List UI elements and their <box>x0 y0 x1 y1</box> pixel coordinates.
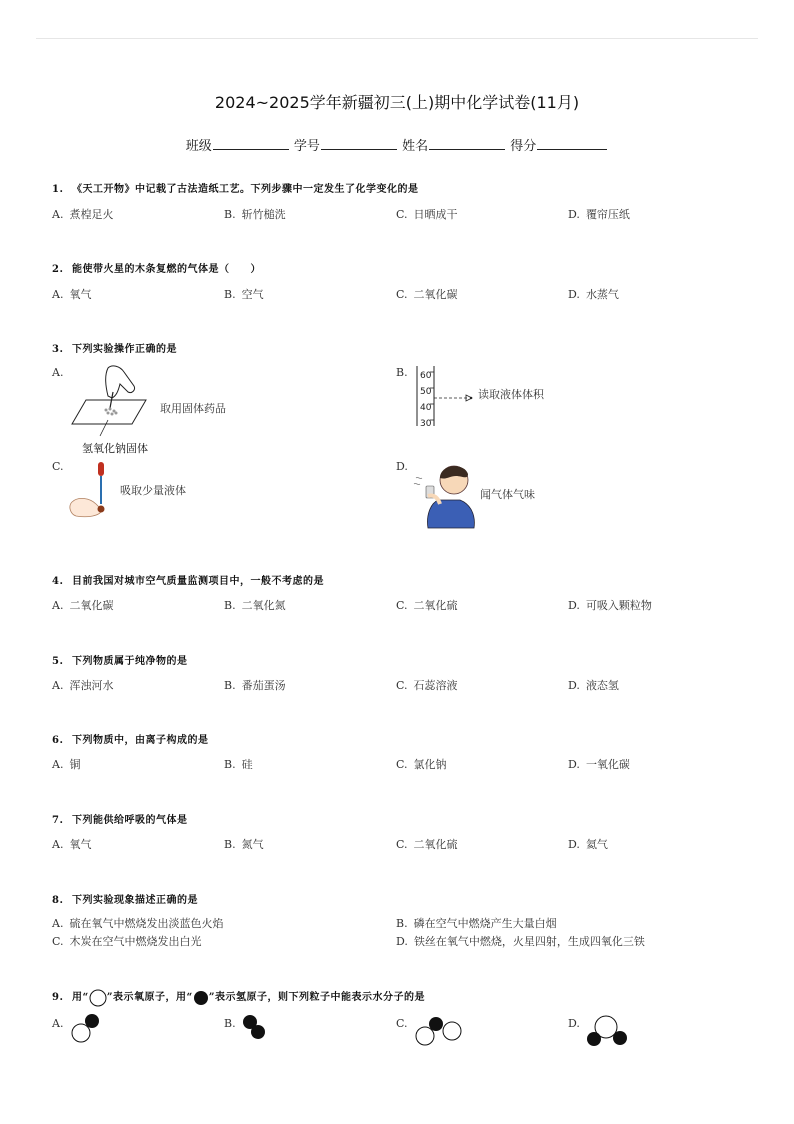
top-divider <box>36 38 758 39</box>
question-7: 7. 下列能供给呼吸的气体是 <box>52 815 188 826</box>
q2-option-b[interactable]: B. 空气 <box>224 288 264 301</box>
question-1: 1. 《天工开物》中记载了古法造纸工艺。下列步骤中一定发生了化学变化的是 <box>52 184 419 195</box>
hydrogen-atom-icon <box>193 990 209 1006</box>
name-label: 姓名 <box>402 139 429 154</box>
q3-option-a-letter[interactable]: A. <box>52 366 64 379</box>
page-title: 2024~2025学年新疆初三(上)期中化学试卷(11月) <box>214 93 580 112</box>
q3-option-d-letter[interactable]: D. <box>396 460 408 473</box>
q9-option-b-letter[interactable]: B. <box>224 1017 236 1030</box>
name-blank[interactable] <box>429 137 505 150</box>
student-id-blank[interactable] <box>321 137 397 150</box>
q3-option-c-letter[interactable]: C. <box>52 460 64 473</box>
question-8: 8. 下列实验现象描述正确的是 <box>52 895 198 906</box>
q5-option-b[interactable]: B. 番茄蛋汤 <box>224 679 286 692</box>
q7-option-a[interactable]: A. 氧气 <box>52 838 92 851</box>
q2-option-d[interactable]: D. 水蒸气 <box>568 288 619 301</box>
q6-option-c[interactable]: C. 氯化钠 <box>396 758 447 771</box>
q9-option-d-letter[interactable]: D. <box>568 1017 580 1030</box>
q9d-molecule-icon <box>584 1014 632 1048</box>
q5-option-a[interactable]: A. 浑浊河水 <box>52 679 114 692</box>
student-info-line <box>0 135 794 154</box>
q8-option-a[interactable]: A. 硫在氧气中燃烧发出淡蓝色火焰 <box>52 917 224 930</box>
q1-option-a[interactable]: A. 煮楻足火 <box>52 208 114 221</box>
q1-option-b[interactable]: B. 斩竹槌洗 <box>224 208 286 221</box>
q9c-molecule-icon <box>412 1014 466 1048</box>
cylinder-scale: 60 50 40 30 <box>420 371 432 429</box>
q8-option-d[interactable]: D. 铁丝在氧气中燃烧，火星四射，生成四氧化三铁 <box>396 935 645 948</box>
smelling-gas-illustration <box>412 460 478 530</box>
q9-option-c-letter[interactable]: C. <box>396 1017 408 1030</box>
question-6: 6. 下列物质中，由离子构成的是 <box>52 735 209 746</box>
score-label: 得分 <box>510 139 537 154</box>
question-3: 3. 下列实验操作正确的是 <box>52 344 177 355</box>
q7-option-c[interactable]: C. 二氧化硫 <box>396 838 458 851</box>
score-blank[interactable] <box>537 137 607 150</box>
q1-option-c[interactable]: C. 日晒成干 <box>396 208 458 221</box>
q3d-caption: 闻气体气味 <box>480 488 535 501</box>
student-id-label: 学号 <box>293 139 320 154</box>
solid-reagent-illustration <box>68 362 158 442</box>
q3a-caption: 取用固体药品 <box>160 402 226 415</box>
q9b-molecule-icon <box>240 1012 270 1042</box>
q3-option-b-letter[interactable]: B. <box>396 366 408 379</box>
q5-option-d[interactable]: D. 液态氢 <box>568 679 619 692</box>
q2-option-a[interactable]: A. 氧气 <box>52 288 92 301</box>
q6-option-d[interactable]: D. 一氧化碳 <box>568 758 630 771</box>
class-blank[interactable] <box>213 137 289 150</box>
question-2: 2. 能使带火星的木条复燃的气体是（ ） <box>52 264 261 275</box>
q9-option-a-letter[interactable]: A. <box>52 1017 64 1030</box>
q4-option-c[interactable]: C. 二氧化硫 <box>396 599 458 612</box>
q5-option-c[interactable]: C. 石蕊溶液 <box>396 679 458 692</box>
q4-option-a[interactable]: A. 二氧化碳 <box>52 599 114 612</box>
dropper-illustration <box>68 460 116 520</box>
q3c-caption: 吸取少量液体 <box>120 484 186 497</box>
q8-option-b[interactable]: B. 磷在空气中燃烧产生大量白烟 <box>396 917 557 930</box>
q6-option-b[interactable]: B. 硅 <box>224 758 253 771</box>
oxygen-atom-icon <box>89 989 107 1007</box>
q1-option-d[interactable]: D. 覆帘压纸 <box>568 208 630 221</box>
q4-option-b[interactable]: B. 二氧化氮 <box>224 599 286 612</box>
q6-option-a[interactable]: A. 铜 <box>52 758 81 771</box>
q7-option-d[interactable]: D. 氦气 <box>568 838 608 851</box>
q8-option-c[interactable]: C. 木炭在空气中燃烧发出白光 <box>52 935 202 948</box>
question-9: 9. 用“ ”表示氧原子，用“ ”表示氢原子，则下列粒子中能表示水分子的是 <box>52 988 425 1007</box>
q2-option-c[interactable]: C. 二氧化碳 <box>396 288 458 301</box>
q9a-molecule-icon <box>68 1012 104 1046</box>
q7-option-b[interactable]: B. 氮气 <box>224 838 264 851</box>
q3a-label: 氢氧化钠固体 <box>82 442 148 455</box>
class-label: 班级 <box>185 139 212 154</box>
q4-option-d[interactable]: D. 可吸入颗粒物 <box>568 599 652 612</box>
question-5: 5. 下列物质属于纯净物的是 <box>52 656 188 667</box>
question-4: 4. 目前我国对城市空气质量监测项目中，一般不考虑的是 <box>52 576 324 587</box>
q3b-caption: 读取液体体积 <box>478 388 544 401</box>
